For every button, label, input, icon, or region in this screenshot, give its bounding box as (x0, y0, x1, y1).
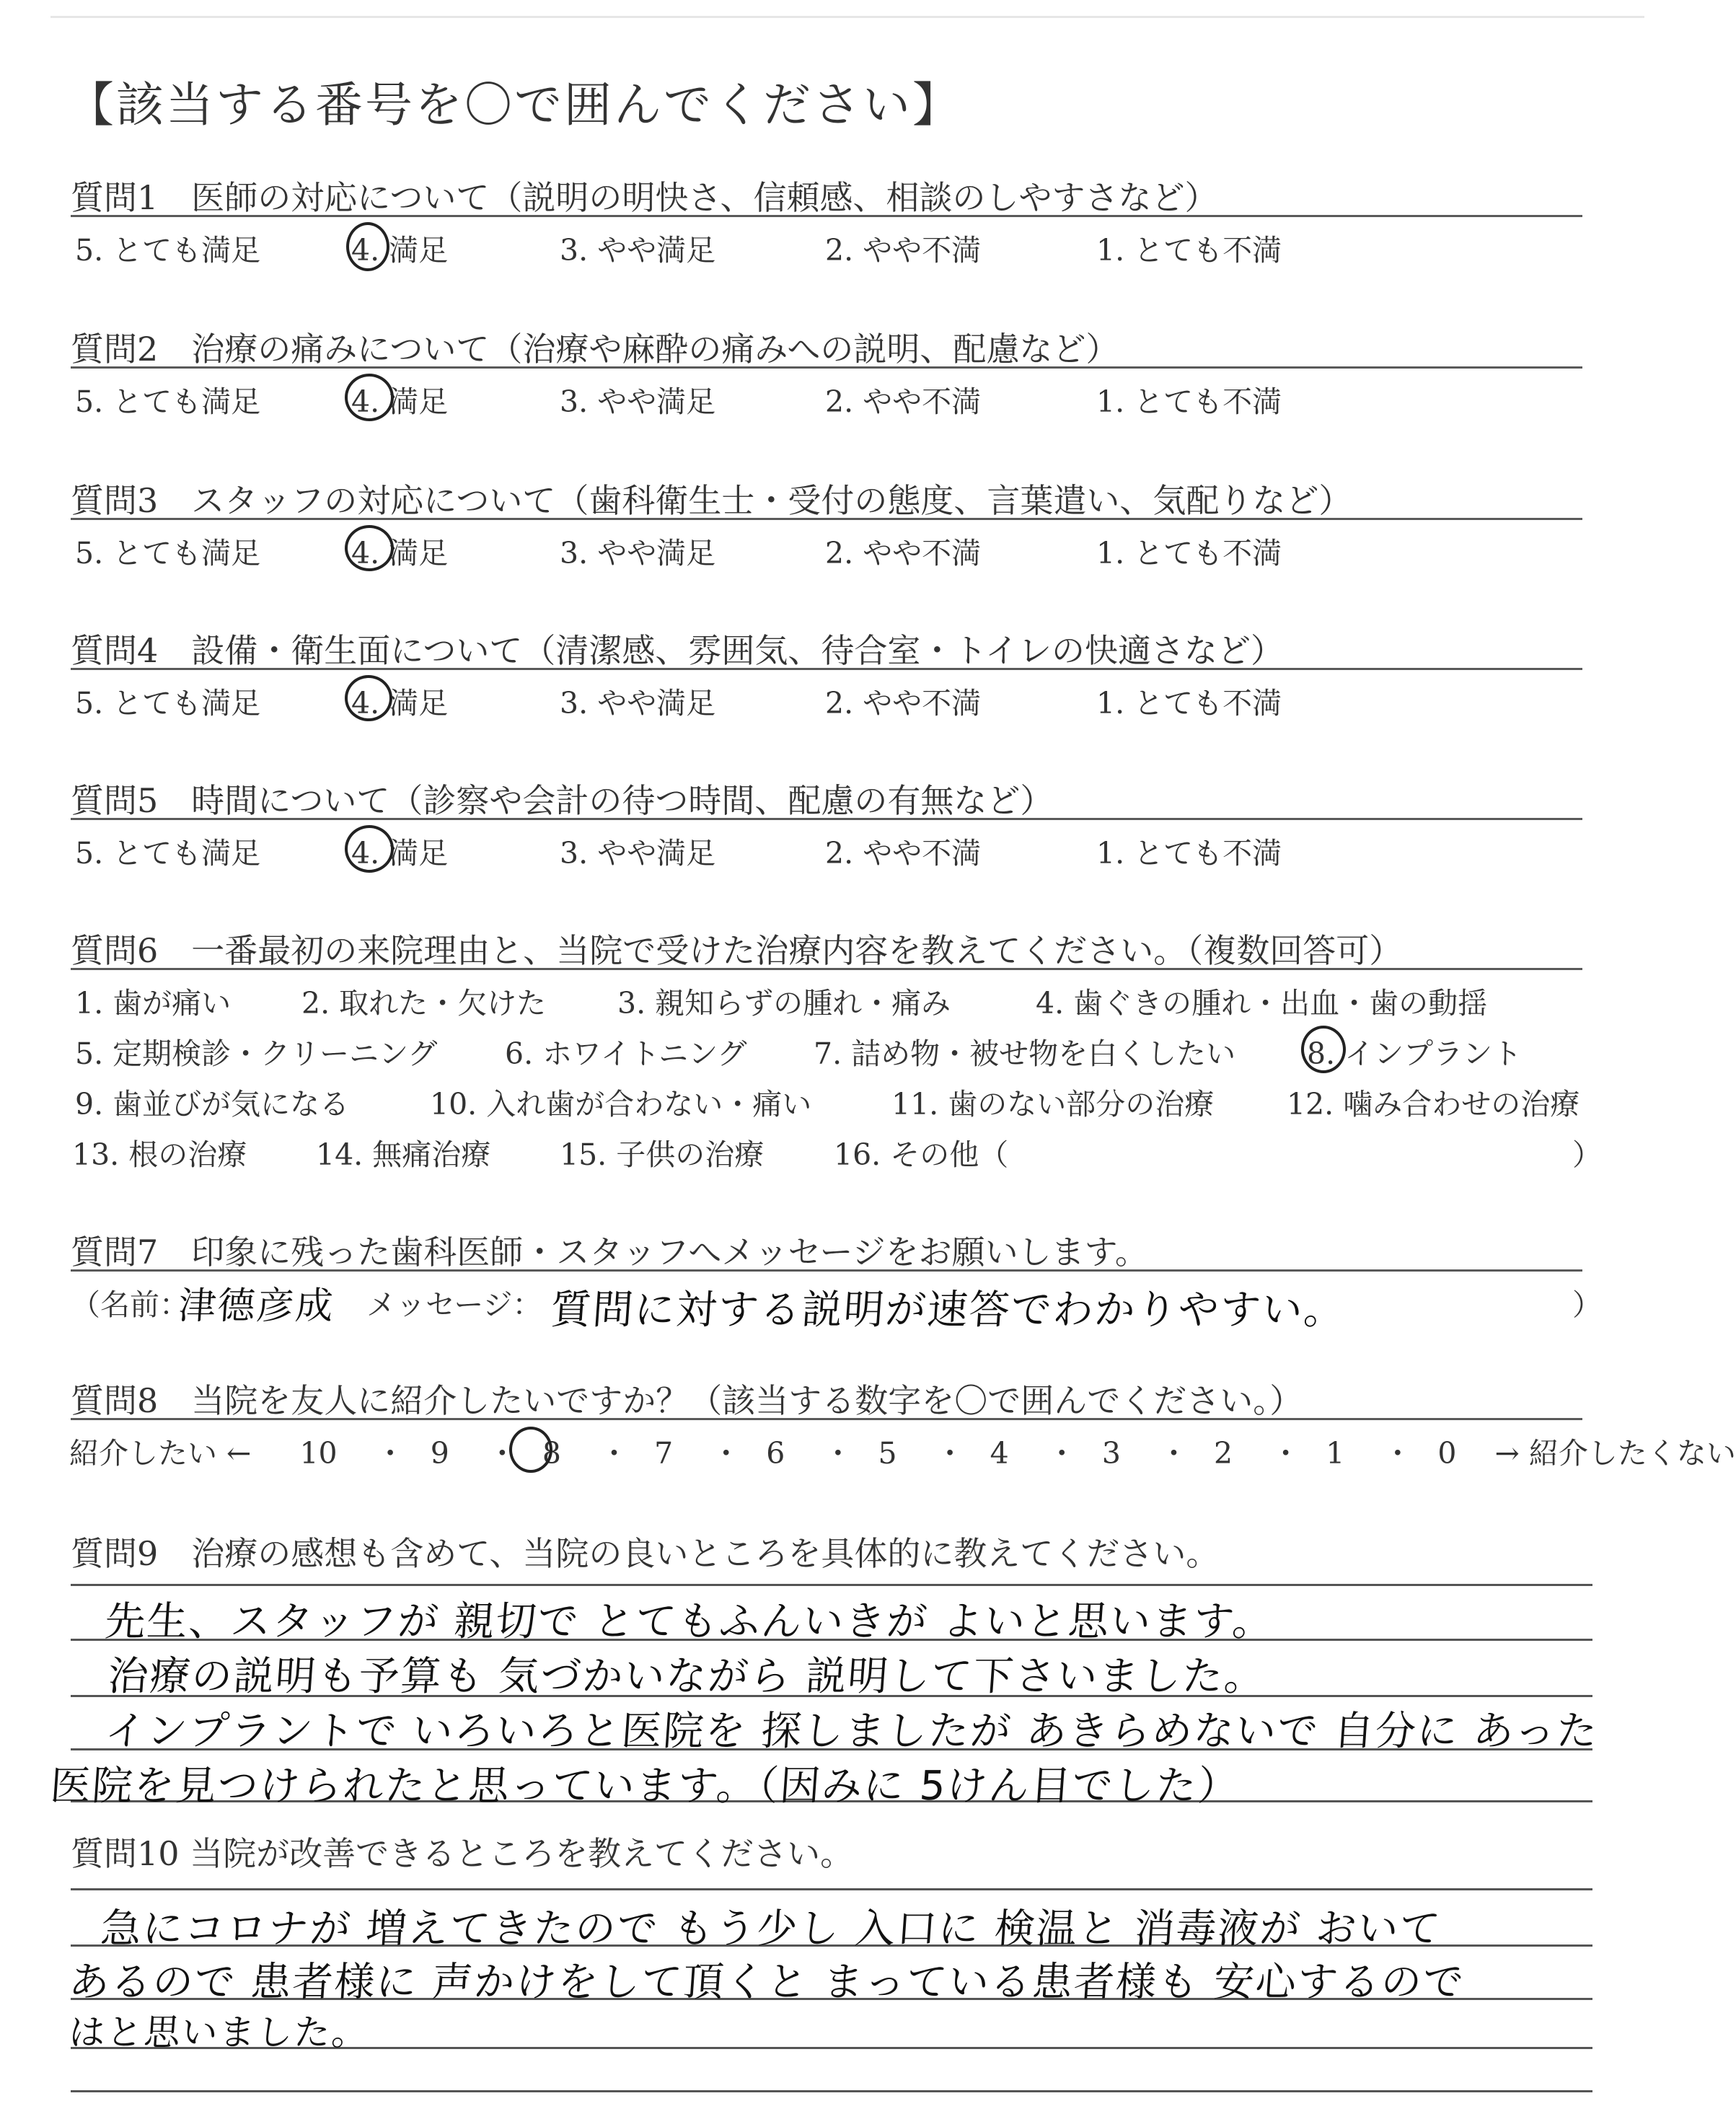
q8-left-label: 紹介したい ← (69, 1436, 252, 1471)
q3-option-3[interactable]: 3. やや満足 (560, 536, 716, 571)
question-7-title: 質問7 印象に残った歯科医師・スタッフへメッセージをお願いします。 (71, 1233, 1148, 1272)
q7-message-handwritten[interactable]: 質問に対する説明が速答でわかりやすい。 (549, 1287, 1347, 1334)
q6-option-11[interactable]: 11. 歯のない部分の治療 (891, 1087, 1215, 1122)
question-6-rule (71, 968, 1582, 970)
q6-option-5[interactable]: 5. 定期検診・クリーニング (75, 1036, 438, 1071)
q6-option-10[interactable]: 10. 入れ歯が合わない・痛い (430, 1087, 812, 1122)
top-border (50, 16, 1644, 18)
question-7-rule (71, 1269, 1582, 1272)
q8-dot: ・ (1047, 1436, 1077, 1471)
q4-option-3[interactable]: 3. やや満足 (560, 686, 716, 721)
q6-option-16[interactable]: 16. その他（ (834, 1137, 1009, 1172)
q8-dot: ・ (1158, 1436, 1189, 1471)
question-4-rule (71, 668, 1582, 670)
question-2-title: 質問2 治療の痛みについて（治療や麻酔の痛みへの説明、配慮など） (71, 330, 1119, 369)
q8-scale-10[interactable]: 10 (299, 1436, 338, 1471)
q6-option-12[interactable]: 12. 噛み合わせの治療 (1287, 1087, 1580, 1122)
q2-option-1[interactable]: 1. とても不満 (1096, 384, 1282, 419)
q3-option-1[interactable]: 1. とても不満 (1096, 536, 1282, 571)
q4-option-4[interactable]: 4. 満足 (351, 686, 449, 721)
question-2-rule (71, 366, 1582, 369)
q2-selected-circle (345, 374, 394, 421)
q3-option-2[interactable]: 2. やや不満 (825, 536, 982, 571)
q6-option-3[interactable]: 3. 親知らずの腫れ・痛み (617, 986, 951, 1021)
q3-option-4[interactable]: 4. 満足 (351, 536, 449, 571)
q7-close-paren: ） (1572, 1287, 1602, 1322)
question-3-rule (71, 518, 1582, 520)
q8-right-label: → 紹介したくない (1494, 1436, 1736, 1471)
question-1-title: 質問1 医師の対応について（説明の明快さ、信頼感、相談のしやすさなど） (71, 178, 1218, 217)
form-header: 【該当する番号を〇で囲んでください】 (66, 77, 962, 133)
q6-option-9[interactable]: 9. 歯並びが気になる (75, 1087, 350, 1122)
q2-option-2[interactable]: 2. やや不満 (825, 384, 982, 419)
q5-option-4[interactable]: 4. 満足 (351, 836, 449, 871)
q7-message-label: メッセージ： (366, 1287, 542, 1322)
q6-option-6[interactable]: 6. ホワイトニング (505, 1036, 747, 1071)
q9-answer-line-2[interactable]: 治療の説明も予算も 気づかいながら 説明して下さいました。 (106, 1653, 1268, 1700)
q10-answer-line-2[interactable]: あるので 患者様に 声かけをして頂くと まっている患者様も 安心するので (67, 1959, 1467, 2006)
q4-option-5[interactable]: 5. とても満足 (75, 686, 261, 721)
q1-option-5[interactable]: 5. とても満足 (75, 233, 261, 268)
q8-dot: ・ (823, 1436, 853, 1471)
q8-scale-0[interactable]: 0 (1437, 1436, 1457, 1471)
q10-answer-line-3[interactable]: はと思いました。 (67, 2012, 371, 2053)
q9-answer-line-1[interactable]: 先生、スタッフが 親切で とてもふんいきが よいと思います。 (103, 1598, 1276, 1645)
question-9-title: 質問9 治療の感想も含めて、当院の良いところを具体的に教えてください。 (71, 1534, 1220, 1573)
q4-option-2[interactable]: 2. やや不満 (825, 686, 982, 721)
q10-answer-line-1[interactable]: 急にコロナが 増えてきたので もう少し 入口に 検温と 消毒液が おいて (99, 1906, 1443, 1952)
q8-scale-8[interactable]: 8 (542, 1436, 561, 1471)
q8-scale-7[interactable]: 7 (654, 1436, 674, 1471)
q8-scale-6[interactable]: 6 (766, 1436, 785, 1471)
q6-option-13[interactable]: 13. 根の治療 (72, 1137, 247, 1172)
q6-option-2[interactable]: 2. 取れた・欠けた (301, 986, 547, 1021)
question-6-title: 質問6 一番最初の来院理由と、当院で受けた治療内容を教えてください。（複数回答可） (71, 931, 1403, 970)
question-4-title: 質問4 設備・衛生面について（清潔感、雰囲気、待合室・トイレの快適さなど） (71, 631, 1285, 670)
q8-scale-2[interactable]: 2 (1214, 1436, 1233, 1471)
q2-option-4[interactable]: 4. 満足 (351, 384, 449, 419)
q8-selected-circle (509, 1427, 552, 1473)
q8-scale-1[interactable]: 1 (1326, 1436, 1345, 1471)
q9-answer-line-3[interactable]: インプラントで いろいろと医院を 探しましたが あきらめないで 自分に あった (103, 1708, 1600, 1755)
q5-option-2[interactable]: 2. やや不満 (825, 836, 982, 871)
q3-selected-circle (345, 525, 394, 571)
question-5-rule (71, 818, 1582, 820)
q8-scale (69, 1430, 1736, 1472)
q2-option-5[interactable]: 5. とても満足 (75, 384, 261, 419)
q6-option-15[interactable]: 15. 子供の治療 (560, 1137, 765, 1172)
q8-dot: ・ (375, 1436, 405, 1471)
q5-option-1[interactable]: 1. とても不満 (1096, 836, 1282, 871)
q8-dot: ・ (1383, 1436, 1413, 1471)
q8-dot: ・ (599, 1436, 630, 1471)
q6-option-7[interactable]: 7. 詰め物・被せ物を白くしたい (814, 1036, 1236, 1071)
q7-name-label: （名前： (71, 1287, 189, 1322)
q4-option-1[interactable]: 1. とても不満 (1096, 686, 1282, 721)
q6-selected-circle (1301, 1026, 1346, 1073)
q8-scale-9[interactable]: 9 (430, 1436, 449, 1471)
q1-option-4[interactable]: 4. 満足 (351, 233, 449, 268)
q8-scale-3[interactable]: 3 (1101, 1436, 1121, 1471)
q1-option-3[interactable]: 3. やや満足 (560, 233, 716, 268)
q9-answer-line-4[interactable]: 医院を見つけられたと思っています。（因みに 5けん目でした） (48, 1763, 1241, 1810)
q4-selected-circle (345, 675, 392, 721)
question-10-title: 質問10 当院が改善できるところを教えてください。 (71, 1834, 854, 1873)
q8-dot: ・ (487, 1436, 517, 1471)
question-5-title: 質問5 時間について（診察や会計の待つ時間、配慮の有無など） (71, 781, 1054, 820)
q9-line (71, 1584, 1592, 1586)
q10-line (71, 2090, 1592, 2092)
question-8-title: 質問8 当院を友人に紹介したいですか？（該当する数字を〇で囲んでください。） (71, 1381, 1303, 1420)
q6-option-8[interactable]: 8. インプラント (1307, 1036, 1523, 1071)
q8-scale-5[interactable]: 5 (878, 1436, 897, 1471)
q8-dot: ・ (935, 1436, 965, 1471)
q2-option-3[interactable]: 3. やや満足 (560, 384, 716, 419)
q3-option-5[interactable]: 5. とても満足 (75, 536, 261, 571)
question-3-title: 質問3 スタッフの対応について（歯科衛生士・受付の態度、言葉遣い、気配りなど） (71, 481, 1352, 520)
q1-selected-circle (346, 222, 389, 271)
question-8-rule (71, 1418, 1582, 1420)
question-1-rule (71, 215, 1582, 217)
q8-dot: ・ (711, 1436, 741, 1471)
q5-option-3[interactable]: 3. やや満足 (560, 836, 716, 871)
q1-option-2[interactable]: 2. やや不満 (825, 233, 982, 268)
q5-selected-circle (345, 825, 394, 873)
q6-option-1[interactable]: 1. 歯が痛い (75, 986, 232, 1021)
q6-other-close-paren: ） (1572, 1137, 1602, 1172)
q6-option-14[interactable]: 14. 無痛治療 (316, 1137, 491, 1172)
q6-option-4[interactable]: 4. 歯ぐきの腫れ・出血・歯の動揺 (1036, 986, 1488, 1021)
q8-dot: ・ (1271, 1436, 1301, 1471)
q7-name-handwritten[interactable]: 津德彦成 (177, 1285, 336, 1328)
q10-line (71, 1888, 1592, 1890)
q5-option-5[interactable]: 5. とても満足 (75, 836, 261, 871)
q1-option-1[interactable]: 1. とても不満 (1096, 233, 1282, 268)
q8-scale-4[interactable]: 4 (990, 1436, 1009, 1471)
